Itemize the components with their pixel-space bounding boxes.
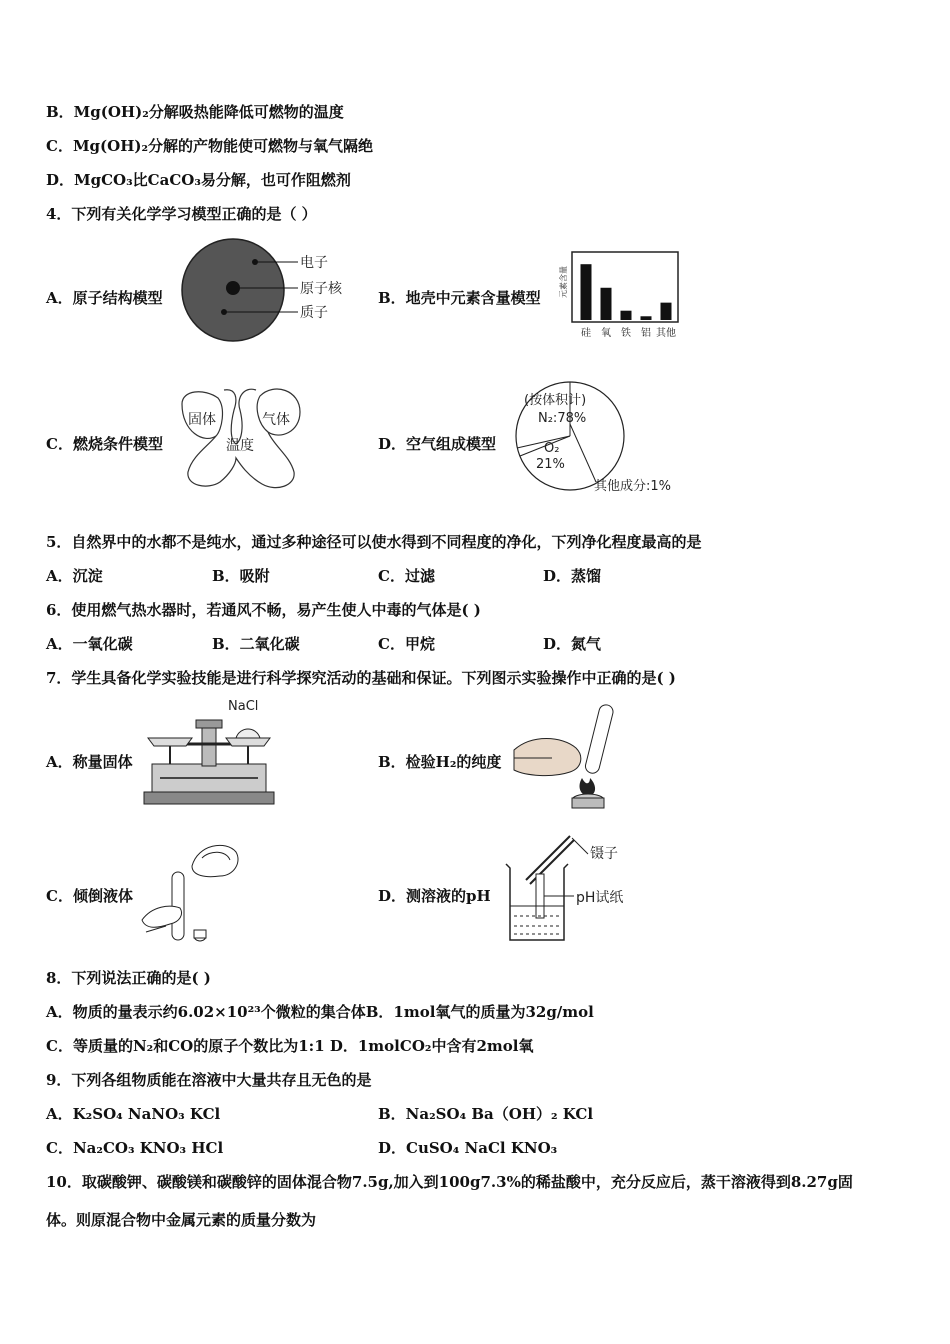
crust-bar-3 bbox=[641, 316, 652, 320]
q5-option-d: D．蒸馏 bbox=[543, 567, 602, 585]
air-composition-pie bbox=[508, 374, 708, 500]
fire-triangle-figure bbox=[178, 382, 308, 494]
air-o2: O₂ bbox=[544, 441, 560, 456]
tweezers-label: 镊子 bbox=[590, 846, 618, 862]
q8-stem: 8．下列说法正确的是( ) bbox=[46, 969, 211, 987]
q6-option-b: B．二氧化碳 bbox=[212, 635, 300, 653]
fire-label-temp: 温度 bbox=[226, 438, 254, 454]
air-o2-pct: 21% bbox=[536, 457, 565, 472]
crust-tick-3: 铝 bbox=[641, 328, 651, 339]
q5-option-b: B．吸附 bbox=[212, 567, 270, 585]
nacl-label: NaCl bbox=[228, 699, 259, 714]
q4-option-b: B．地壳中元素含量模型 bbox=[378, 289, 541, 307]
q7-option-b: B．检验H₂的纯度 bbox=[378, 753, 502, 771]
q9-stem: 9．下列各组物质能在溶液中大量共存且无色的是 bbox=[46, 1071, 372, 1089]
atom-model-figure bbox=[180, 240, 360, 340]
fire-label-gas: 气体 bbox=[262, 412, 290, 428]
q10-line1: 10．取碳酸钾、碳酸镁和碳酸锌的固体混合物7.5g,加入到100g7.3%的稀盐酸中，充分反应后，蒸干溶液得到8.27g固 bbox=[46, 1173, 853, 1191]
q7-option-a: A．称量固体 bbox=[46, 753, 133, 771]
crust-bar-0 bbox=[581, 264, 592, 320]
q5-option-a: A．沉淀 bbox=[46, 567, 103, 585]
air-other: 其他成分:1% bbox=[594, 479, 672, 494]
crust-bar-4 bbox=[661, 303, 672, 320]
q8-line2: C．等质量的N₂和CO的原子个数比为1:1 D．1molCO₂中含有2mol氧 bbox=[46, 1037, 534, 1055]
crust-element-chart bbox=[556, 250, 682, 342]
atom-label-proton: 质子 bbox=[300, 305, 328, 321]
q6-option-d: D．氮气 bbox=[543, 635, 602, 653]
q7-stem: 7．学生具备化学实验技能是进行科学探究活动的基础和保证。下列图示实验操作中正确的是( ) bbox=[46, 669, 676, 687]
air-n2: N₂:78% bbox=[538, 411, 587, 426]
q3-option-c: C．Mg(OH)₂分解的产物能使可燃物与氧气隔绝 bbox=[46, 137, 374, 155]
crust-bar-2 bbox=[621, 311, 632, 320]
q6-option-a: A．一氧化碳 bbox=[46, 635, 133, 653]
q10-line2: 体。则原混合物中金属元素的质量分数为 bbox=[46, 1211, 317, 1229]
q9-option-b: B．Na₂SO₄ Ba（OH）₂ KCl bbox=[378, 1105, 594, 1123]
pour-liquid-figure bbox=[140, 836, 244, 946]
q6-option-c: C．甲烷 bbox=[378, 635, 435, 653]
crust-tick-0: 硅 bbox=[581, 328, 591, 339]
atom-label-electron: 电子 bbox=[300, 255, 328, 271]
q4-stem: 4．下列有关化学学习模型正确的是（ ） bbox=[46, 205, 317, 223]
atom-label-nucleus: 原子核 bbox=[300, 281, 342, 297]
q4-option-c: C．燃烧条件模型 bbox=[46, 435, 163, 453]
q7-option-d: D．测溶液的pH bbox=[378, 887, 491, 905]
q9-option-a: A．K₂SO₄ NaNO₃ KCl bbox=[46, 1105, 221, 1123]
balance-figure bbox=[140, 696, 278, 808]
h2-purity-figure bbox=[512, 700, 610, 810]
ph-test-figure bbox=[500, 832, 636, 946]
q4-option-a: A．原子结构模型 bbox=[46, 289, 163, 307]
q5-option-c: C．过滤 bbox=[378, 567, 435, 585]
q9-option-c: C．Na₂CO₃ KNO₃ HCl bbox=[46, 1139, 224, 1157]
crust-bar-1 bbox=[601, 288, 612, 320]
q8-line1: A．物质的量表示约6.02×10²³个微粒的集合体B．1mol氧气的质量为32g/mol bbox=[46, 1003, 594, 1021]
crust-tick-2: 铁 bbox=[621, 328, 631, 339]
crust-tick-1: 氧 bbox=[601, 328, 611, 339]
q7-option-c: C．倾倒液体 bbox=[46, 887, 133, 905]
crust-ylabel: 元素含量 bbox=[559, 266, 568, 298]
fire-label-solid: 固体 bbox=[188, 412, 216, 428]
q3-option-b: B．Mg(OH)₂分解吸热能降低可燃物的温度 bbox=[46, 103, 344, 121]
q4-option-d: D．空气组成模型 bbox=[378, 435, 497, 453]
q9-option-d: D．CuSO₄ NaCl KNO₃ bbox=[378, 1139, 558, 1157]
air-title: (按体积计) bbox=[524, 393, 587, 408]
crust-tick-4: 其他 bbox=[656, 328, 676, 339]
q5-stem: 5．自然界中的水都不是纯水，通过多种途径可以使水得到不同程度的净化，下列净化程度最高的是 bbox=[46, 533, 702, 551]
q3-option-d: D．MgCO₃比CaCO₃易分解，也可作阻燃剂 bbox=[46, 171, 351, 189]
q6-stem: 6．使用燃气热水器时，若通风不畅，易产生使人中毒的气体是( ) bbox=[46, 601, 481, 619]
ph-paper-label: pH试纸 bbox=[576, 890, 624, 906]
